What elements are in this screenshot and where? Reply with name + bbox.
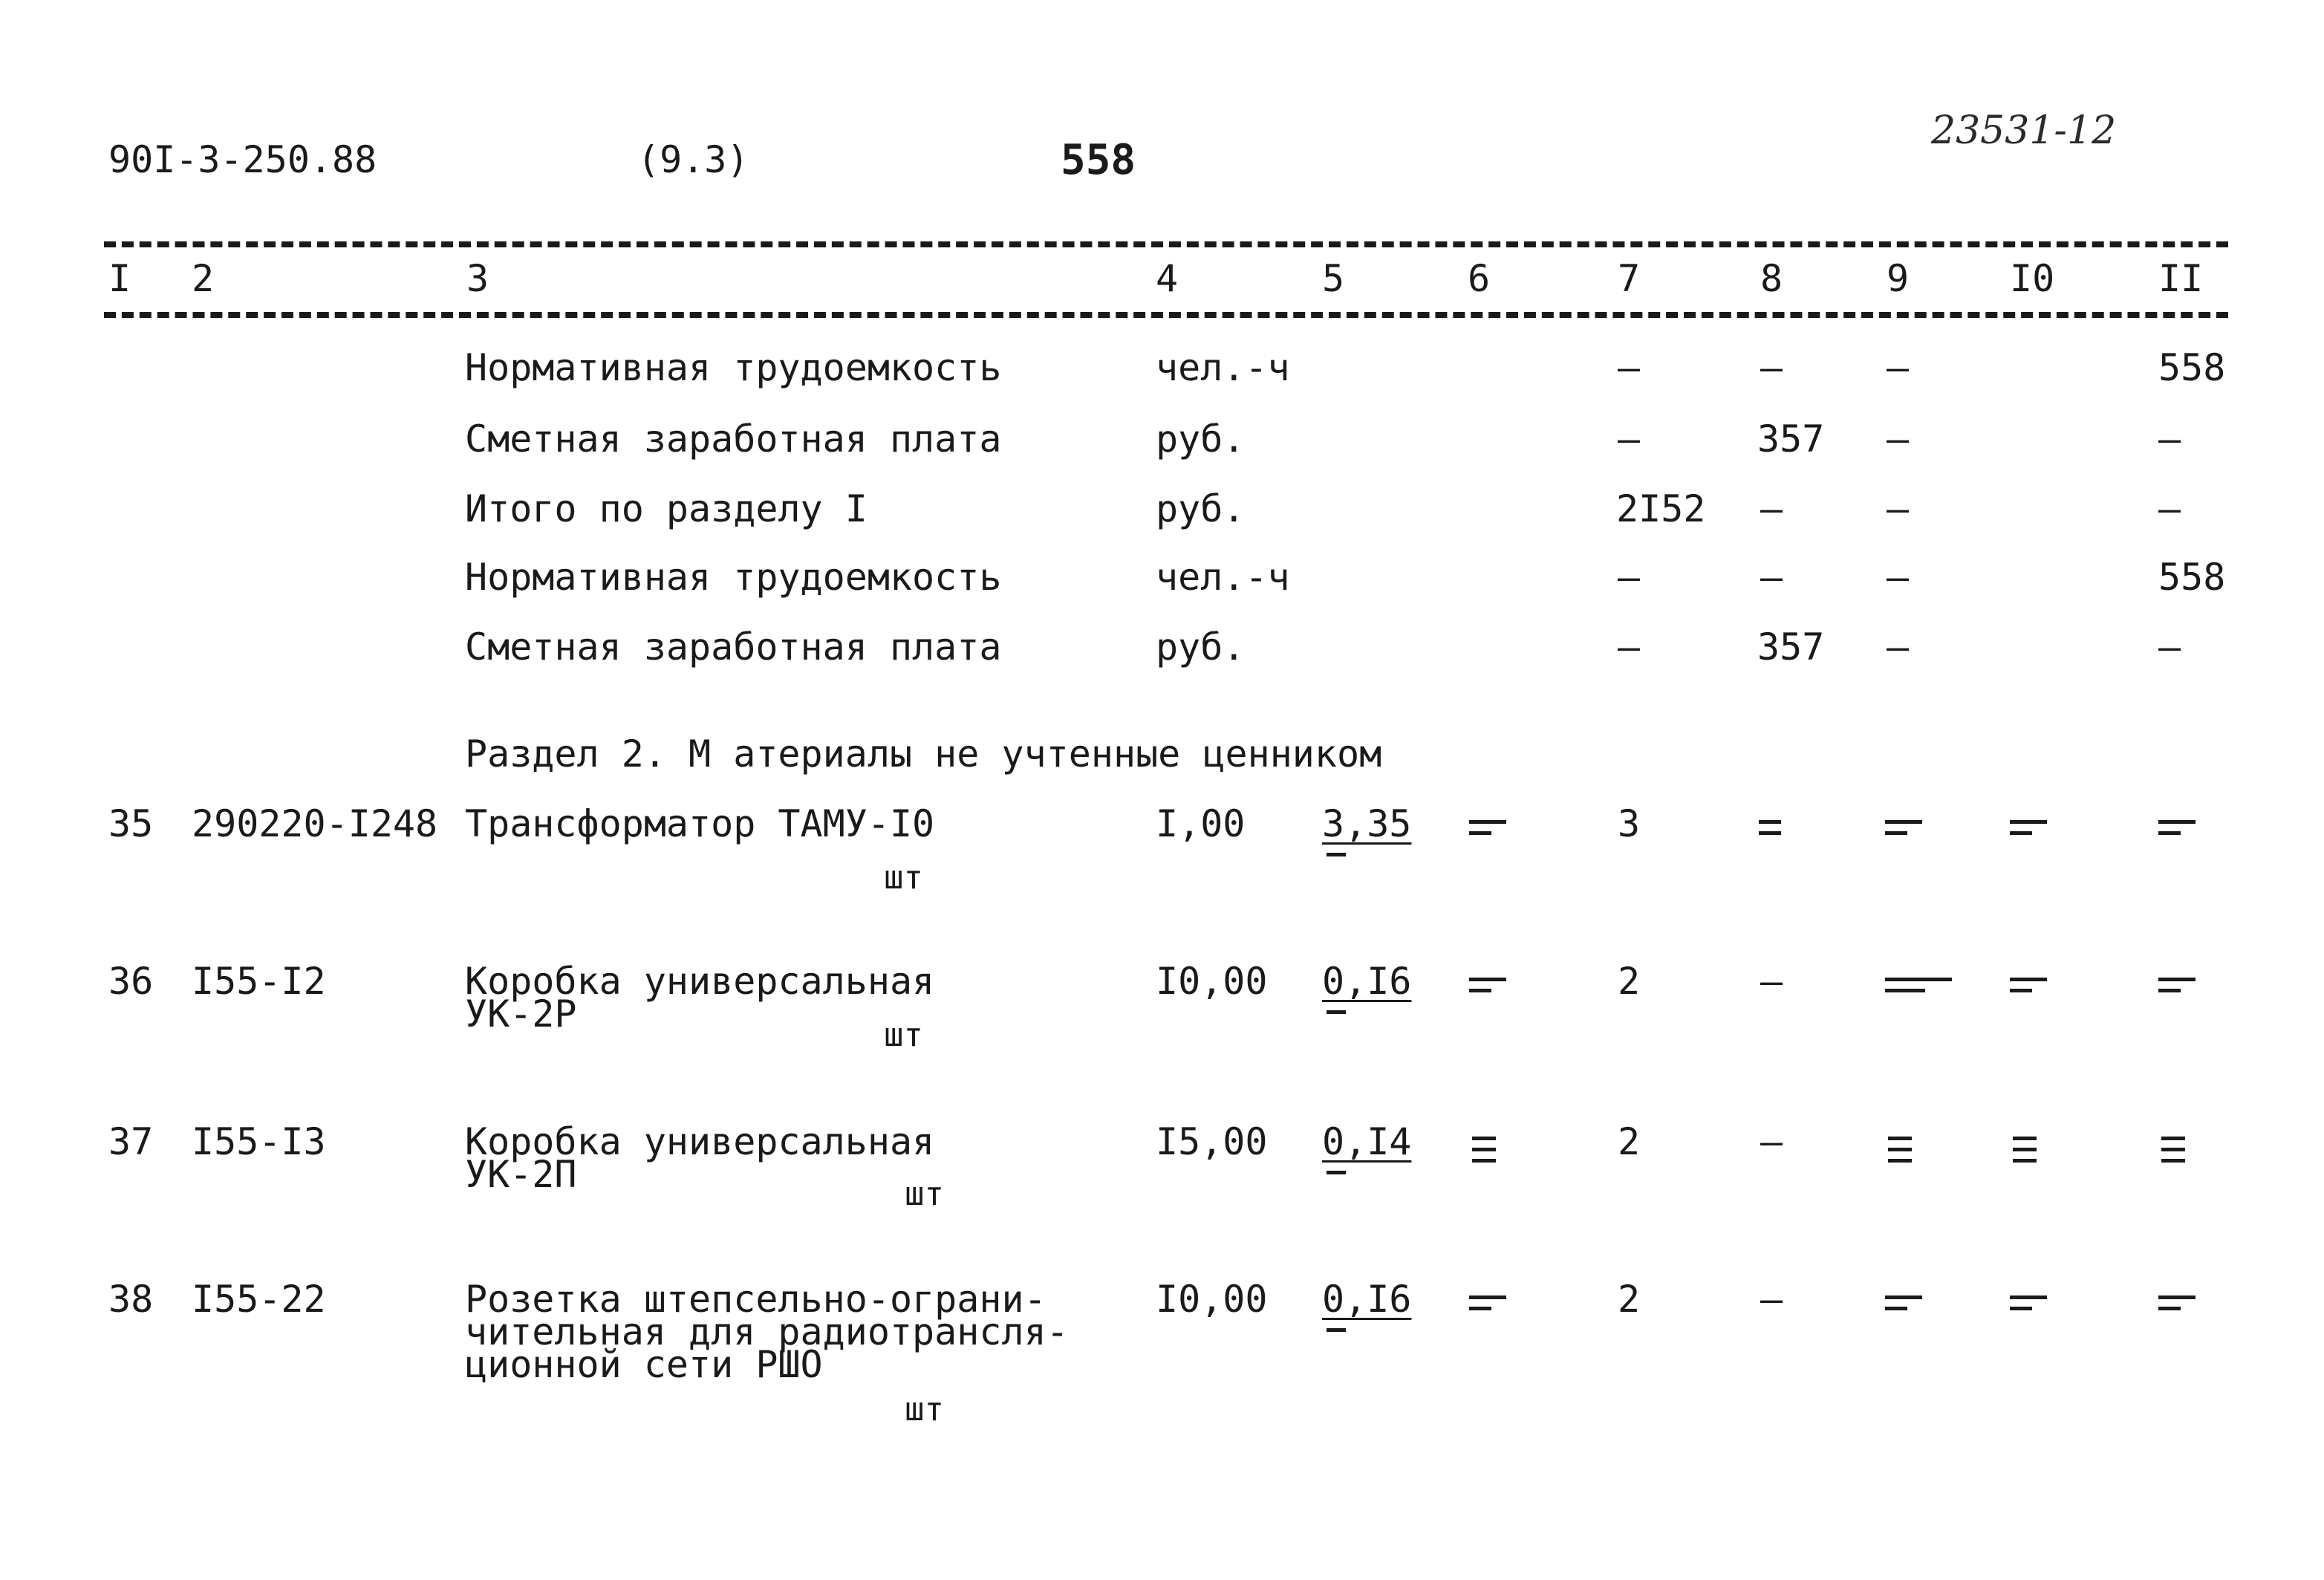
repeat-mark [1469,978,1506,1000]
item-name: Трансформатор ТАМУ-I0 [465,802,935,845]
item-code: I55-I2 [192,960,326,1003]
row-col9: – [1887,625,1910,669]
row-unit: чел.-ч [1156,346,1290,389]
row-col7: – [1618,556,1641,599]
item-unit: шт [884,859,923,897]
row-col8: 357 [1757,417,1825,461]
item-col8: – [1760,960,1783,1003]
price-sub-mark [1327,853,1346,856]
item-code: I55-22 [192,1278,326,1321]
row-col9: – [1887,487,1910,530]
price-sub-mark [1327,1171,1346,1174]
item-col7: 2 [1618,960,1641,1003]
section-2-title: Раздел 2. М атериалы не учтенные ценником [465,732,1382,776]
repeat-mark [1885,820,1922,842]
row-col11: – [2158,417,2181,461]
row-name: Итого по разделу I [465,487,868,530]
repeat-mark [2010,1295,2047,1318]
repeat-mark [2010,978,2047,1000]
row-name: Сметная заработная плата [465,625,1002,669]
row-col8: 357 [1757,625,1825,669]
item-col7: 3 [1618,802,1641,845]
item-name-line-2: УК-2П [465,1153,577,1196]
item-qty: I,00 [1156,802,1246,845]
row-name: Нормативная трудоемкость [465,556,1002,599]
row-col11: 558 [2158,346,2226,389]
row-col7: – [1618,417,1641,461]
row-unit: руб. [1156,487,1246,530]
item-number: 38 [108,1278,154,1321]
price-sub-mark [1327,1010,1346,1014]
item-name-line-1: Коробка универсальная [465,1120,935,1163]
item-col8: – [1760,1278,1783,1321]
row-unit: чел.-ч [1156,556,1290,599]
item-qty: I0,00 [1156,960,1268,1003]
repeat-mark [2158,1295,2196,1318]
row-col11: – [2158,487,2181,530]
item-price: 3,35 [1322,802,1412,845]
repeat-mark [1885,978,1952,1000]
col-header-4: 4 [1156,257,1179,300]
item-price: 0,I4 [1322,1120,1412,1163]
col-header-5: 5 [1322,257,1345,300]
row-col7: – [1618,625,1641,669]
col-header-9: 9 [1887,257,1910,300]
item-number: 35 [108,802,154,845]
item-col8: – [1760,1120,1783,1163]
item-unit: шт [905,1391,944,1428]
page-number: 558 [1061,136,1136,184]
col-header-7: 7 [1618,257,1641,300]
item-unit: шт [905,1175,944,1213]
row-col8: – [1760,487,1783,530]
repeat-mark [1469,820,1506,842]
col-header-1: I [108,257,131,300]
doc-number: 90I-3-250.88 [108,138,377,181]
row-col9: – [1887,556,1910,599]
row-col8: – [1760,346,1783,389]
repeat-mark [2158,978,2196,1000]
row-unit: руб. [1156,417,1246,461]
item-unit: шт [884,1016,923,1054]
item-name-line-1: Коробка универсальная [465,960,935,1003]
row-col9: – [1887,417,1910,461]
header-rule-bottom [104,312,2228,318]
row-col11: 558 [2158,556,2226,599]
repeat-mark [2010,820,2047,842]
item-number: 36 [108,960,154,1003]
price-sub-mark [1327,1328,1346,1332]
repeat-mark [2161,1137,2185,1170]
col-header-6: 6 [1468,257,1491,300]
row-name: Нормативная трудоемкость [465,346,1002,389]
item-name-line-3: ционной сети РШО [465,1343,823,1386]
item-col7: 2 [1618,1278,1641,1321]
item-name-line-2: УК-2Р [465,992,577,1036]
row-col7: 2I52 [1616,487,1706,530]
row-col9: – [1887,346,1910,389]
repeat-mark [1885,1295,1922,1318]
row-unit: руб. [1156,625,1246,669]
repeat-mark [1888,1137,1912,1170]
header-rule-top [104,241,2228,247]
row-name: Сметная заработная плата [465,417,1002,461]
col-header-3: 3 [466,257,489,300]
item-name-line-2: чительная для радиотрансля- [465,1310,1069,1353]
handwritten-id: 23531-12 [1931,108,2117,153]
item-name-line-1: Розетка штепсельно-ограни- [465,1278,1047,1321]
item-price: 0,I6 [1322,960,1412,1003]
col-header-8: 8 [1760,257,1783,300]
item-code: 290220-I248 [192,802,438,845]
col-header-2: 2 [192,257,215,300]
repeat-mark [2013,1137,2037,1170]
item-qty: I0,00 [1156,1278,1268,1321]
row-col8: – [1760,556,1783,599]
col-header-11: II [2158,257,2204,300]
repeat-mark [1469,1295,1506,1318]
col-header-10: I0 [2010,257,2055,300]
item-col7: 2 [1618,1120,1641,1163]
item-code: I55-I3 [192,1120,326,1163]
row-col7: – [1618,346,1641,389]
item-qty: I5,00 [1156,1120,1268,1163]
repeat-mark [1472,1137,1496,1170]
item-price: 0,I6 [1322,1278,1412,1321]
item-number: 37 [108,1120,154,1163]
row-col11: – [2158,625,2181,669]
repeat-mark [2158,820,2196,842]
section-code: (9.3) [637,138,749,181]
repeat-mark [1759,820,1781,842]
